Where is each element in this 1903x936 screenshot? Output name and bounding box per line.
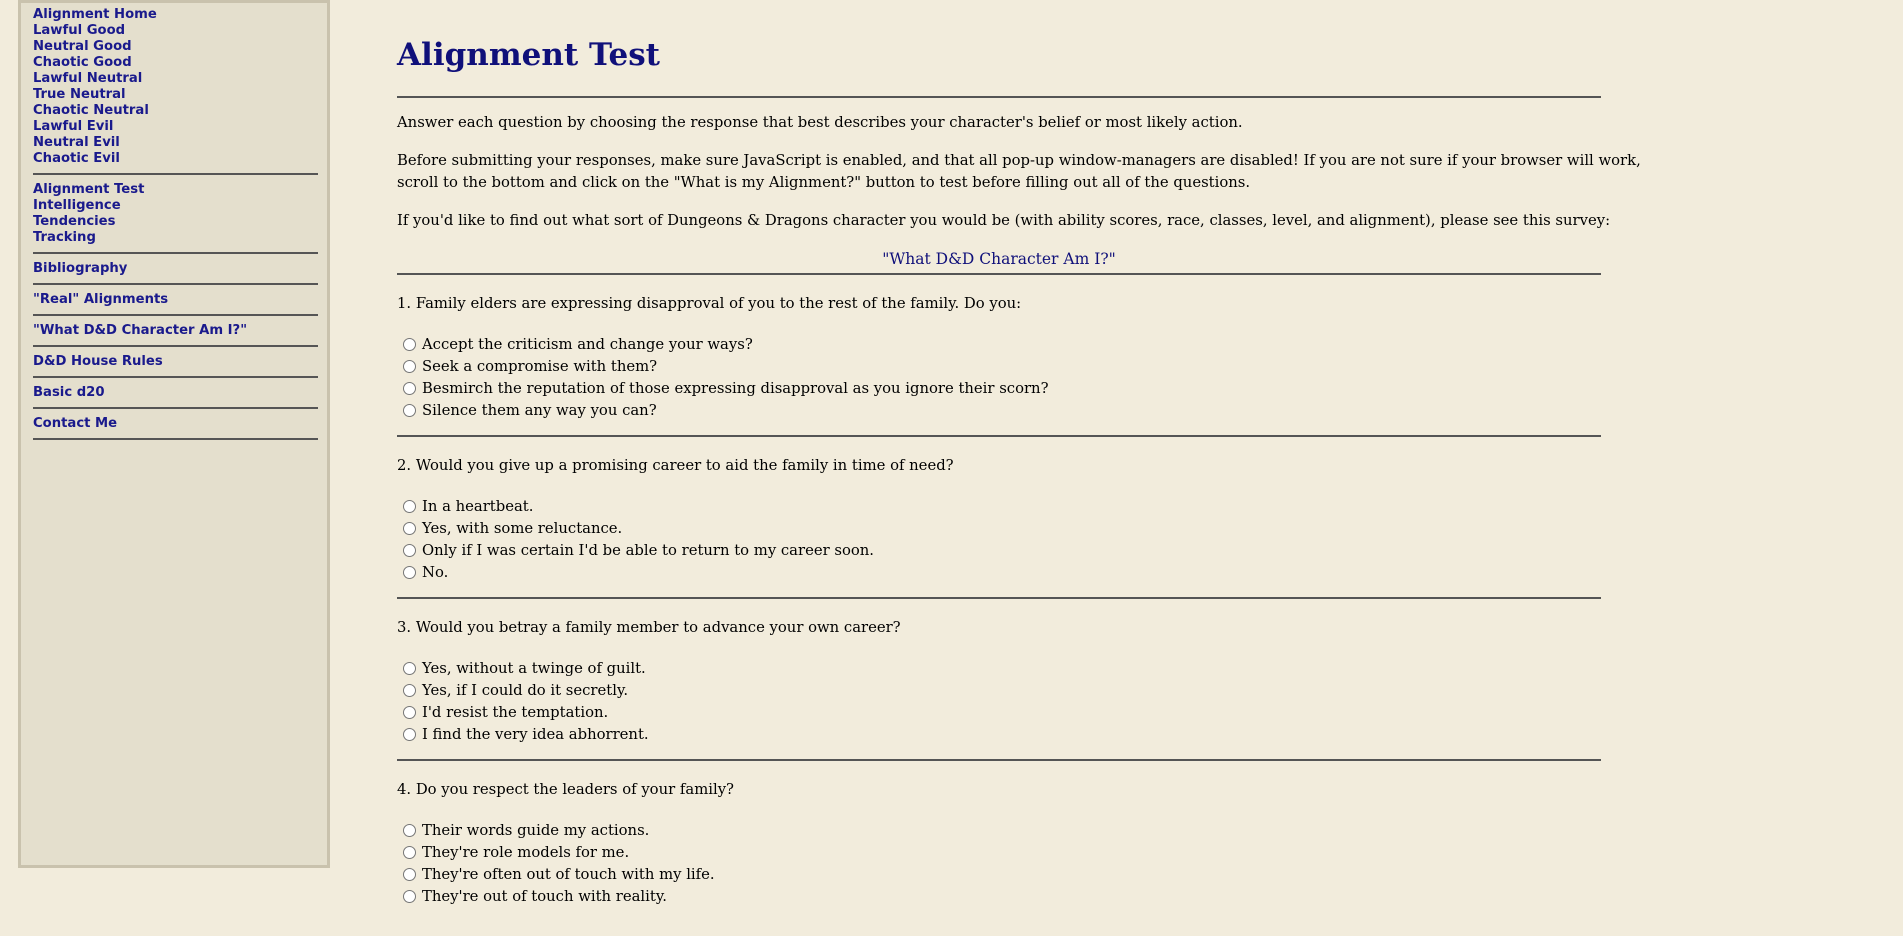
option-row[interactable] xyxy=(397,819,1601,841)
option-label: Their words guide my actions. xyxy=(422,821,650,839)
option-row[interactable] xyxy=(397,377,1601,399)
question-2 xyxy=(397,455,1601,583)
nav-divider xyxy=(33,345,318,347)
nav-divider xyxy=(33,173,318,175)
nav-divider xyxy=(33,314,318,316)
option-row[interactable] xyxy=(397,679,1601,701)
question-3 xyxy=(397,617,1601,745)
radio-button[interactable] xyxy=(403,662,416,675)
radio-button[interactable] xyxy=(403,846,416,859)
option-label: I'd resist the temptation. xyxy=(422,703,609,721)
radio-button[interactable] xyxy=(403,890,416,903)
option-row[interactable] xyxy=(397,885,1601,907)
option-row[interactable] xyxy=(397,863,1601,885)
survey-divider xyxy=(397,273,1601,275)
option-row[interactable] xyxy=(397,657,1601,679)
intro-survey-pitch: If you'd like to find out what sort of Dungeons & Dragons character you would be (with ability scores, race, classes, level, and alignment), please see this survey: xyxy=(397,212,1611,229)
survey-link[interactable]: "What D&D Character Am I?" xyxy=(882,250,1116,268)
option-label: In a heartbeat. xyxy=(422,497,534,515)
nav-divider xyxy=(33,376,318,378)
question-text: 3. Would you betray a family member to advance your own career? xyxy=(397,619,901,636)
radio-button[interactable] xyxy=(403,728,416,741)
nav-group-tests xyxy=(33,182,315,246)
question-text: 1. Family elders are expressing disapproval of you to the rest of the family. Do you: xyxy=(397,295,1022,312)
page-title: Alignment Test xyxy=(397,37,661,73)
main-content xyxy=(397,0,1641,907)
nav-link-contact-me[interactable]: Contact Me xyxy=(33,416,118,431)
radio-button[interactable] xyxy=(403,500,416,513)
option-list xyxy=(397,495,1601,583)
radio-button[interactable] xyxy=(403,338,416,351)
nav-link-real-alignments[interactable]: "Real" Alignments xyxy=(33,292,169,307)
option-label: They're out of touch with reality. xyxy=(422,887,667,905)
option-list xyxy=(397,657,1601,745)
nav-divider xyxy=(33,283,318,285)
radio-button[interactable] xyxy=(403,382,416,395)
option-list xyxy=(397,333,1601,421)
option-row[interactable] xyxy=(397,495,1601,517)
nav-link-what-dd-character[interactable]: "What D&D Character Am I?" xyxy=(33,323,248,338)
nav-divider xyxy=(33,438,318,440)
nav-link-chaotic-good[interactable]: Chaotic Good xyxy=(33,55,132,70)
question-text: 2. Would you give up a promising career to aid the family in time of need? xyxy=(397,457,954,474)
option-label: No. xyxy=(422,563,449,581)
intro-instructions: Answer each question by choosing the response that best describes your character's belief or most likely action. xyxy=(397,114,1243,131)
nav-group-alignments xyxy=(33,7,315,167)
sidebar-nav xyxy=(18,0,330,868)
question-text: 4. Do you respect the leaders of your family? xyxy=(397,781,734,798)
radio-button[interactable] xyxy=(403,824,416,837)
radio-button[interactable] xyxy=(403,360,416,373)
radio-button[interactable] xyxy=(403,868,416,881)
intro-javascript-warning: Before submitting your responses, make sure JavaScript is enabled, and that all pop-up window-managers are disabled! If you are not sure if your browser will work, xyxy=(397,152,1641,169)
nav-link-bibliography[interactable]: Bibliography xyxy=(33,261,128,276)
radio-button[interactable] xyxy=(403,566,416,579)
nav-divider xyxy=(33,252,318,254)
nav-link-lawful-neutral[interactable]: Lawful Neutral xyxy=(33,71,143,86)
title-divider xyxy=(397,96,1601,98)
survey-link-wrap xyxy=(397,248,1601,270)
question-divider xyxy=(397,435,1601,437)
nav-link-true-neutral[interactable]: True Neutral xyxy=(33,87,126,102)
radio-button[interactable] xyxy=(403,404,416,417)
nav-divider xyxy=(33,407,318,409)
option-label: Seek a compromise with them? xyxy=(422,357,658,375)
question-divider xyxy=(397,759,1601,761)
option-row[interactable] xyxy=(397,701,1601,723)
nav-link-alignment-test[interactable]: Alignment Test xyxy=(33,182,145,197)
option-label: They're often out of touch with my life. xyxy=(422,865,715,883)
nav-link-tracking[interactable]: Tracking xyxy=(33,230,96,245)
nav-link-neutral-good[interactable]: Neutral Good xyxy=(33,39,132,54)
radio-button[interactable] xyxy=(403,684,416,697)
option-list xyxy=(397,819,1601,907)
question-1 xyxy=(397,293,1601,421)
nav-link-alignment-home[interactable]: Alignment Home xyxy=(33,7,157,22)
option-label: Besmirch the reputation of those expressing disapproval as you ignore their scorn? xyxy=(422,379,1049,397)
option-label: Yes, without a twinge of guilt. xyxy=(422,659,646,677)
option-label: Accept the criticism and change your ways? xyxy=(422,335,753,353)
option-label: They're role models for me. xyxy=(422,843,630,861)
option-label: Yes, if I could do it secretly. xyxy=(422,681,629,699)
option-row[interactable] xyxy=(397,399,1601,421)
option-label: Yes, with some reluctance. xyxy=(422,519,623,537)
option-row[interactable] xyxy=(397,333,1601,355)
option-label: Only if I was certain I'd be able to return to my career soon. xyxy=(422,541,874,559)
nav-link-tendencies[interactable]: Tendencies xyxy=(33,214,116,229)
option-row[interactable] xyxy=(397,561,1601,583)
nav-link-dd-house-rules[interactable]: D&D House Rules xyxy=(33,354,163,369)
option-label: I find the very idea abhorrent. xyxy=(422,725,649,743)
radio-button[interactable] xyxy=(403,544,416,557)
nav-link-lawful-good[interactable]: Lawful Good xyxy=(33,23,126,38)
nav-link-neutral-evil[interactable]: Neutral Evil xyxy=(33,135,120,150)
option-row[interactable] xyxy=(397,517,1601,539)
nav-link-intelligence[interactable]: Intelligence xyxy=(33,198,121,213)
intro-javascript-warning-cont: scroll to the bottom and click on the "What is my Alignment?" button to test before filling out all of the questions. xyxy=(397,174,1251,191)
nav-link-chaotic-evil[interactable]: Chaotic Evil xyxy=(33,151,120,166)
question-divider xyxy=(397,597,1601,599)
nav-link-chaotic-neutral[interactable]: Chaotic Neutral xyxy=(33,103,149,118)
option-row[interactable] xyxy=(397,723,1601,745)
option-row[interactable] xyxy=(397,539,1601,561)
question-4 xyxy=(397,779,1601,907)
option-row[interactable] xyxy=(397,355,1601,377)
option-label: Silence them any way you can? xyxy=(422,401,657,419)
radio-button[interactable] xyxy=(403,522,416,535)
radio-button[interactable] xyxy=(403,706,416,719)
nav-link-lawful-evil[interactable]: Lawful Evil xyxy=(33,119,114,134)
nav-link-basic-d20[interactable]: Basic d20 xyxy=(33,385,105,400)
option-row[interactable] xyxy=(397,841,1601,863)
